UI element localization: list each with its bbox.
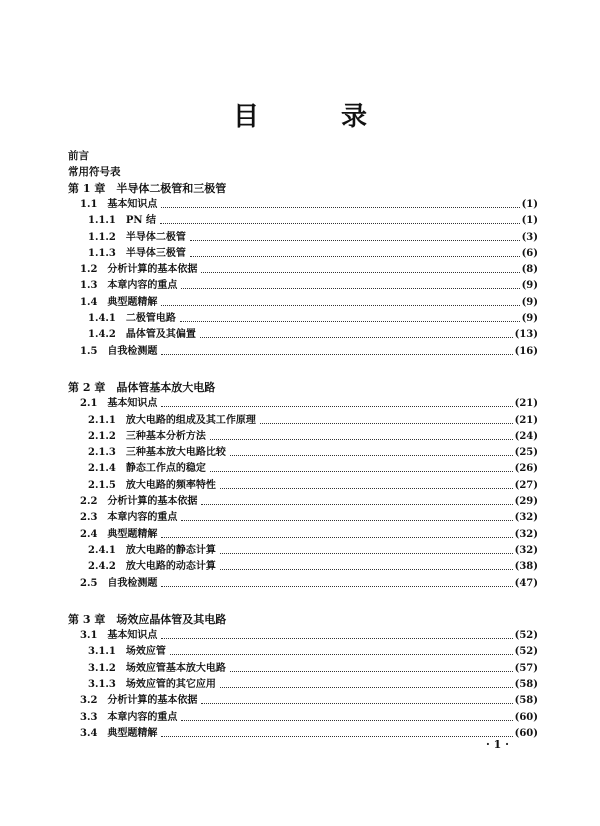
toc-entry-page: (38) <box>514 561 538 573</box>
toc-entry <box>88 659 538 675</box>
leader-dots <box>161 584 512 587</box>
leader-dots <box>181 718 512 721</box>
toc-entry-title: 第 3 章 场效应晶体管及其电路 <box>68 612 227 626</box>
toc-entry-page: (52) <box>514 646 538 658</box>
leader-dots <box>161 303 519 306</box>
toc-entry <box>80 708 538 724</box>
toc-entry-title: 2.1.3 三种基本放大电路比较 <box>88 447 226 459</box>
toc-entry <box>88 476 538 492</box>
leader-dots <box>200 335 513 338</box>
toc-entry <box>88 211 538 227</box>
toc-entry <box>88 325 538 341</box>
toc-entry-title: 3.2 分析计算的基本依据 <box>80 695 198 707</box>
leader-dots <box>220 486 513 489</box>
leader-dots <box>220 685 513 688</box>
toc-entry <box>80 626 538 642</box>
toc-entry-title: 3.1.2 场效应管基本放大电路 <box>88 662 226 674</box>
toc-entry <box>80 691 538 707</box>
toc-entry-title: 2.4.1 放大电路的静态计算 <box>88 544 216 556</box>
leader-dots <box>230 669 513 672</box>
toc-entry-page: (21) <box>514 414 538 426</box>
toc-entry-page: (58) <box>514 695 538 707</box>
leader-dots <box>160 221 520 224</box>
toc-entry-title: 3.1.1 场效应管 <box>88 646 166 658</box>
leader-dots <box>230 453 513 456</box>
leader-dots <box>210 437 513 440</box>
toc-entry <box>80 276 538 292</box>
toc-entry-title: 1.1.2 半导体二极管 <box>88 231 186 243</box>
leader-dots <box>161 636 512 639</box>
leader-dots <box>181 518 512 521</box>
toc-entry-title: 1.1 基本知识点 <box>80 198 158 210</box>
toc-entry-page: (9) <box>521 296 538 308</box>
toc-entry <box>88 675 538 691</box>
toc-entry <box>80 508 538 524</box>
toc-entry <box>88 443 538 459</box>
leader-dots <box>181 286 519 289</box>
toc-entry-title: 1.4 典型题精解 <box>80 296 158 308</box>
toc-entry-title: 1.1.1 PN 结 <box>88 215 156 227</box>
toc-entry <box>80 293 538 309</box>
leader-dots <box>190 254 520 257</box>
toc-entry-title: 1.1.3 半导体三极管 <box>88 247 186 259</box>
toc-entry-title: 2.3 本章内容的重点 <box>80 512 178 524</box>
toc-entry-title: 1.2 分析计算的基本依据 <box>80 264 198 276</box>
toc-chapter <box>68 610 538 626</box>
toc-chapter <box>68 378 538 394</box>
toc-entry <box>88 427 538 443</box>
leader-dots <box>201 701 512 704</box>
page-title: 目 录 <box>232 102 395 132</box>
toc-entry-page: (21) <box>514 398 538 410</box>
toc-entry-title: 1.4.2 晶体管及其偏置 <box>88 329 196 341</box>
toc-entry-page: (1) <box>521 198 538 210</box>
leader-dots <box>161 535 512 538</box>
toc-entry <box>80 394 538 410</box>
toc-entry-title: 2.1.5 放大电路的频率特性 <box>88 479 216 491</box>
toc-entry-title: 3.4 典型题精解 <box>80 727 158 739</box>
toc-entry <box>88 411 538 427</box>
toc-entry-page: (16) <box>514 345 538 357</box>
toc-chapter <box>68 179 538 195</box>
toc-entry-page: (52) <box>514 630 538 642</box>
toc-entry <box>88 459 538 475</box>
page-number: · 1 · <box>486 738 509 751</box>
leader-dots <box>220 551 513 554</box>
toc-entry <box>80 260 538 276</box>
toc-entry <box>88 541 538 557</box>
toc-entry-page: (25) <box>514 447 538 459</box>
toc-entry <box>88 309 538 325</box>
toc-entry-page: (24) <box>514 430 538 442</box>
leader-dots <box>180 319 520 322</box>
toc-entry-page: (9) <box>521 280 538 292</box>
toc-entry <box>80 574 538 590</box>
toc-entry-title: 2.2 分析计算的基本依据 <box>80 496 198 507</box>
toc-entry-page: (60) <box>514 711 538 723</box>
leader-dots <box>201 270 519 273</box>
leader-dots <box>170 652 513 655</box>
toc-entry-title: 2.1 基本知识点 <box>80 398 158 410</box>
leader-dots <box>210 469 513 472</box>
toc-entry <box>80 724 538 740</box>
toc-entry-title: 前言 <box>68 150 89 162</box>
toc-entry-title: 2.1.1 放大电路的组成及其工作原理 <box>88 414 256 426</box>
leader-dots <box>161 734 512 737</box>
leader-dots <box>260 421 513 424</box>
toc-entry-page: (3) <box>521 231 538 243</box>
toc-entry-title: 2.1.4 静态工作点的稳定 <box>88 463 206 475</box>
toc-entry-title: 常用符号表 <box>68 166 121 179</box>
toc-entry <box>80 195 538 211</box>
toc-entry-page: (9) <box>521 313 538 324</box>
toc-entry-page: (1) <box>521 215 538 227</box>
toc-entry-page: (32) <box>514 544 538 556</box>
toc-entry-title: 2.4.2 放大电路的动态计算 <box>88 561 216 573</box>
leader-dots <box>220 567 513 570</box>
leader-dots <box>190 238 520 241</box>
toc-entry-page: (57) <box>514 662 538 674</box>
leader-dots <box>161 352 512 355</box>
toc-entry-page: (32) <box>514 512 538 524</box>
leader-dots <box>201 502 512 505</box>
toc-entry <box>80 492 538 508</box>
leader-dots <box>161 404 512 407</box>
toc-entry <box>88 557 538 573</box>
toc-entry-title: 3.1.3 场效应管的其它应用 <box>88 679 216 690</box>
toc-entry-title: 2.1.2 三种基本分析方法 <box>88 430 206 442</box>
toc-entry <box>80 342 538 358</box>
toc-entry-title: 3.1 基本知识点 <box>80 630 158 642</box>
toc-entry-title: 1.5 自我检测题 <box>80 345 158 357</box>
leader-dots <box>161 205 519 208</box>
toc-entry <box>88 244 538 260</box>
toc-entry-title: 1.3 本章内容的重点 <box>80 280 178 292</box>
toc-entry-page: (13) <box>514 329 538 341</box>
toc-entry <box>80 525 538 541</box>
toc-entry-page: (60) <box>514 727 538 739</box>
toc-entry-page: (6) <box>521 247 538 259</box>
toc-entry-title: 第 2 章 晶体管基本放大电路 <box>68 380 216 394</box>
toc-entry-title: 1.4.1 二极管电路 <box>88 313 176 324</box>
toc-entry-title: 第 1 章 半导体二极管和三极管 <box>68 181 227 195</box>
toc-entry <box>88 228 538 244</box>
toc-entry-page: (32) <box>514 528 538 540</box>
toc-entry-page: (8) <box>521 264 538 276</box>
toc-entry-page: (26) <box>514 463 538 475</box>
toc-entry-page: (58) <box>514 679 538 690</box>
toc-entry-title: 2.5 自我检测题 <box>80 577 158 589</box>
toc-entry-page: (27) <box>514 479 538 491</box>
toc-entry-page: (29) <box>514 496 538 507</box>
toc-entry <box>68 146 538 162</box>
toc-entry-page: (47) <box>514 577 538 589</box>
toc-entry-title: 2.4 典型题精解 <box>80 528 158 540</box>
toc-entry-title: 3.3 本章内容的重点 <box>80 711 178 723</box>
toc-entry <box>88 642 538 658</box>
toc-entry <box>68 162 538 178</box>
